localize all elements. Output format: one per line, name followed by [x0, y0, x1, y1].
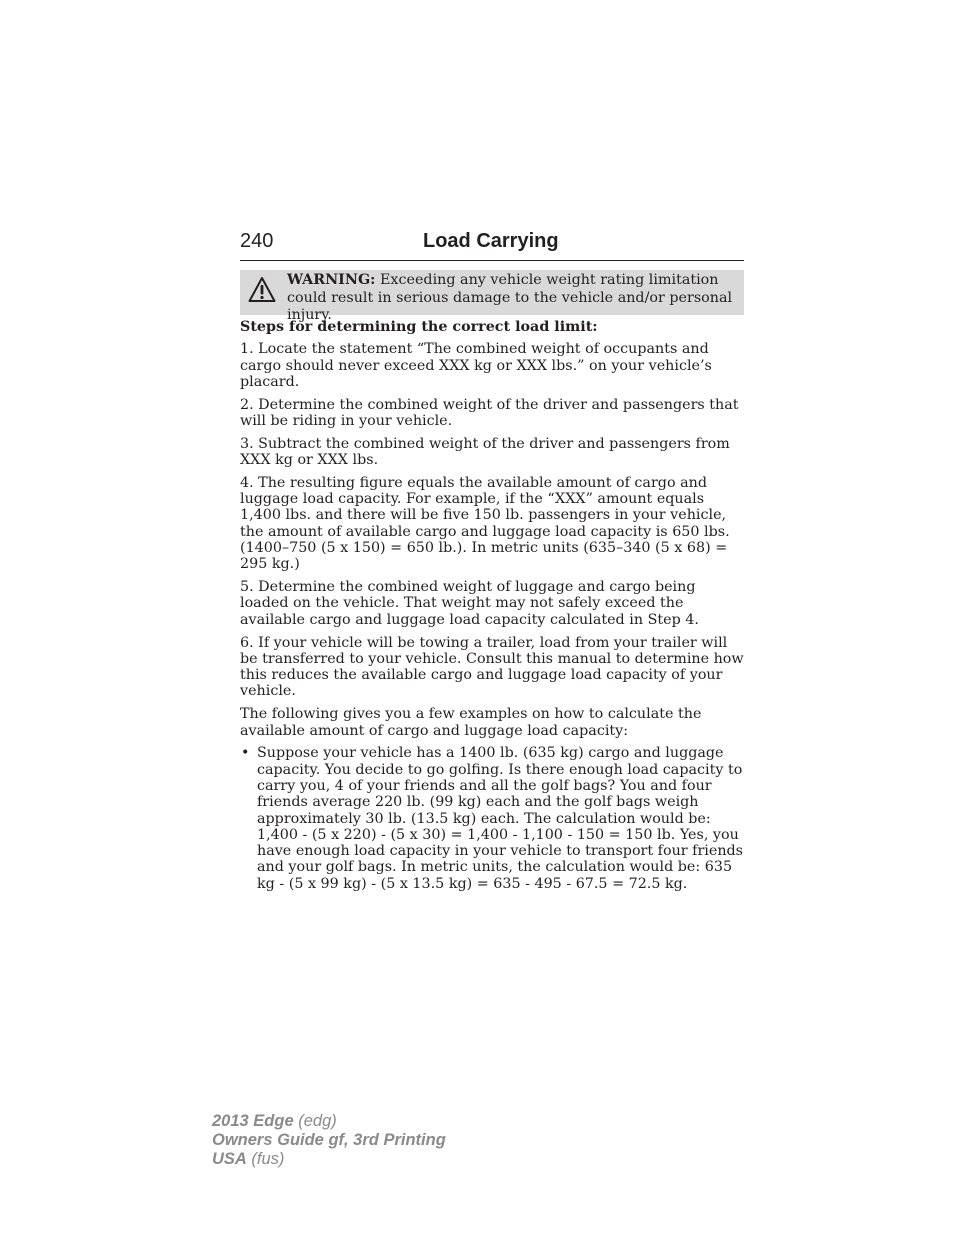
examples-intro: The following gives you a few examples on how to calculate the available amount of cargo and luggage load capacity:	[240, 706, 702, 739]
page-header	[240, 228, 744, 261]
step-5: 5. Determine the combined weight of luggage and cargo being loaded on the vehicle. That weight may not safely exceed the available cargo and luggage load capacity calculated in Step 4.	[240, 579, 699, 628]
step-6: 6. If your vehicle will be towing a trailer, load from your trailer will be transferred to your vehicle. Consult this manual to determine how this reduces the available cargo and luggage load capacity of your vehicle.	[240, 634, 744, 700]
example-golf-text: Suppose your vehicle has a 1400 lb. (635 kg) cargo and luggage capacity. You decide to go golfing. Is there enough load capacity to carry you, 4 of your friends and all the golf bags? You and four friends average 220 lb. (99 kg) each and the golf bags weigh approximately 30 lb. (13.5 kg) each. The calculation would be: 1,400 - (5 x 220) - (5 x 30) = 1,400 - 1,100 - 150 = 150 lb. Yes, you have enough load capacity in your vehicle to transport four friends and your golf bags. In metric units, the calculation would be: 635 kg - (5 x 99 kg) - (5 x 13.5 kg) = 635 - 495 - 67.5 = 72.5 kg.	[257, 745, 744, 892]
footer-model-code: (edg)	[293, 1112, 337, 1130]
footer-model: 2013 Edge	[212, 1112, 294, 1130]
step-3: 3. Subtract the combined weight of the driver and passengers from XXX kg or XXX lbs.	[240, 435, 730, 469]
warning-box	[240, 270, 744, 323]
warning-triangle-icon	[248, 276, 276, 304]
footer-guide: Owners Guide gf, 3rd Printing	[212, 1131, 446, 1149]
page-footer	[212, 1112, 446, 1169]
steps-heading: Steps for determining the correct load limit:	[240, 319, 598, 335]
step-4: 4. The resulting figure equals the available amount of cargo and luggage load capacity. For example, if the “XXX” amount equals 1,400 lbs. and there will be five 150 lb. passengers in your vehicle, the amount of available cargo and luggage load capacity is 650 lbs. (1400–750 (5 x 150) = 650 lb.). In metric units (635–340 (5 x 68) = 295 kg.)	[240, 474, 730, 573]
page-number: 240	[240, 230, 274, 252]
main-content	[240, 319, 744, 892]
footer-market-code: (fus)	[246, 1150, 285, 1168]
footer-line-3	[212, 1150, 446, 1169]
warning-message: Exceeding any vehicle weight rating limitation could result in serious damage to the vehicle and/or personal injury.	[287, 272, 733, 323]
warning-text	[287, 272, 739, 325]
list-item	[240, 745, 744, 892]
examples-list	[240, 745, 744, 892]
step-2: 2. Determine the combined weight of the driver and passengers that will be riding in your vehicle.	[240, 396, 739, 429]
warning-label: WARNING:	[287, 272, 376, 288]
bullet-symbol: •	[241, 745, 250, 762]
step-1: 1. Locate the statement “The combined weight of occupants and cargo should never exceed XXX kg or XXX lbs.” on your vehicle’s placard.	[240, 341, 712, 390]
footer-market: USA	[212, 1150, 247, 1168]
footer-line-2	[212, 1131, 446, 1150]
footer-line-1	[212, 1112, 446, 1131]
page-title: Load Carrying	[423, 230, 559, 252]
